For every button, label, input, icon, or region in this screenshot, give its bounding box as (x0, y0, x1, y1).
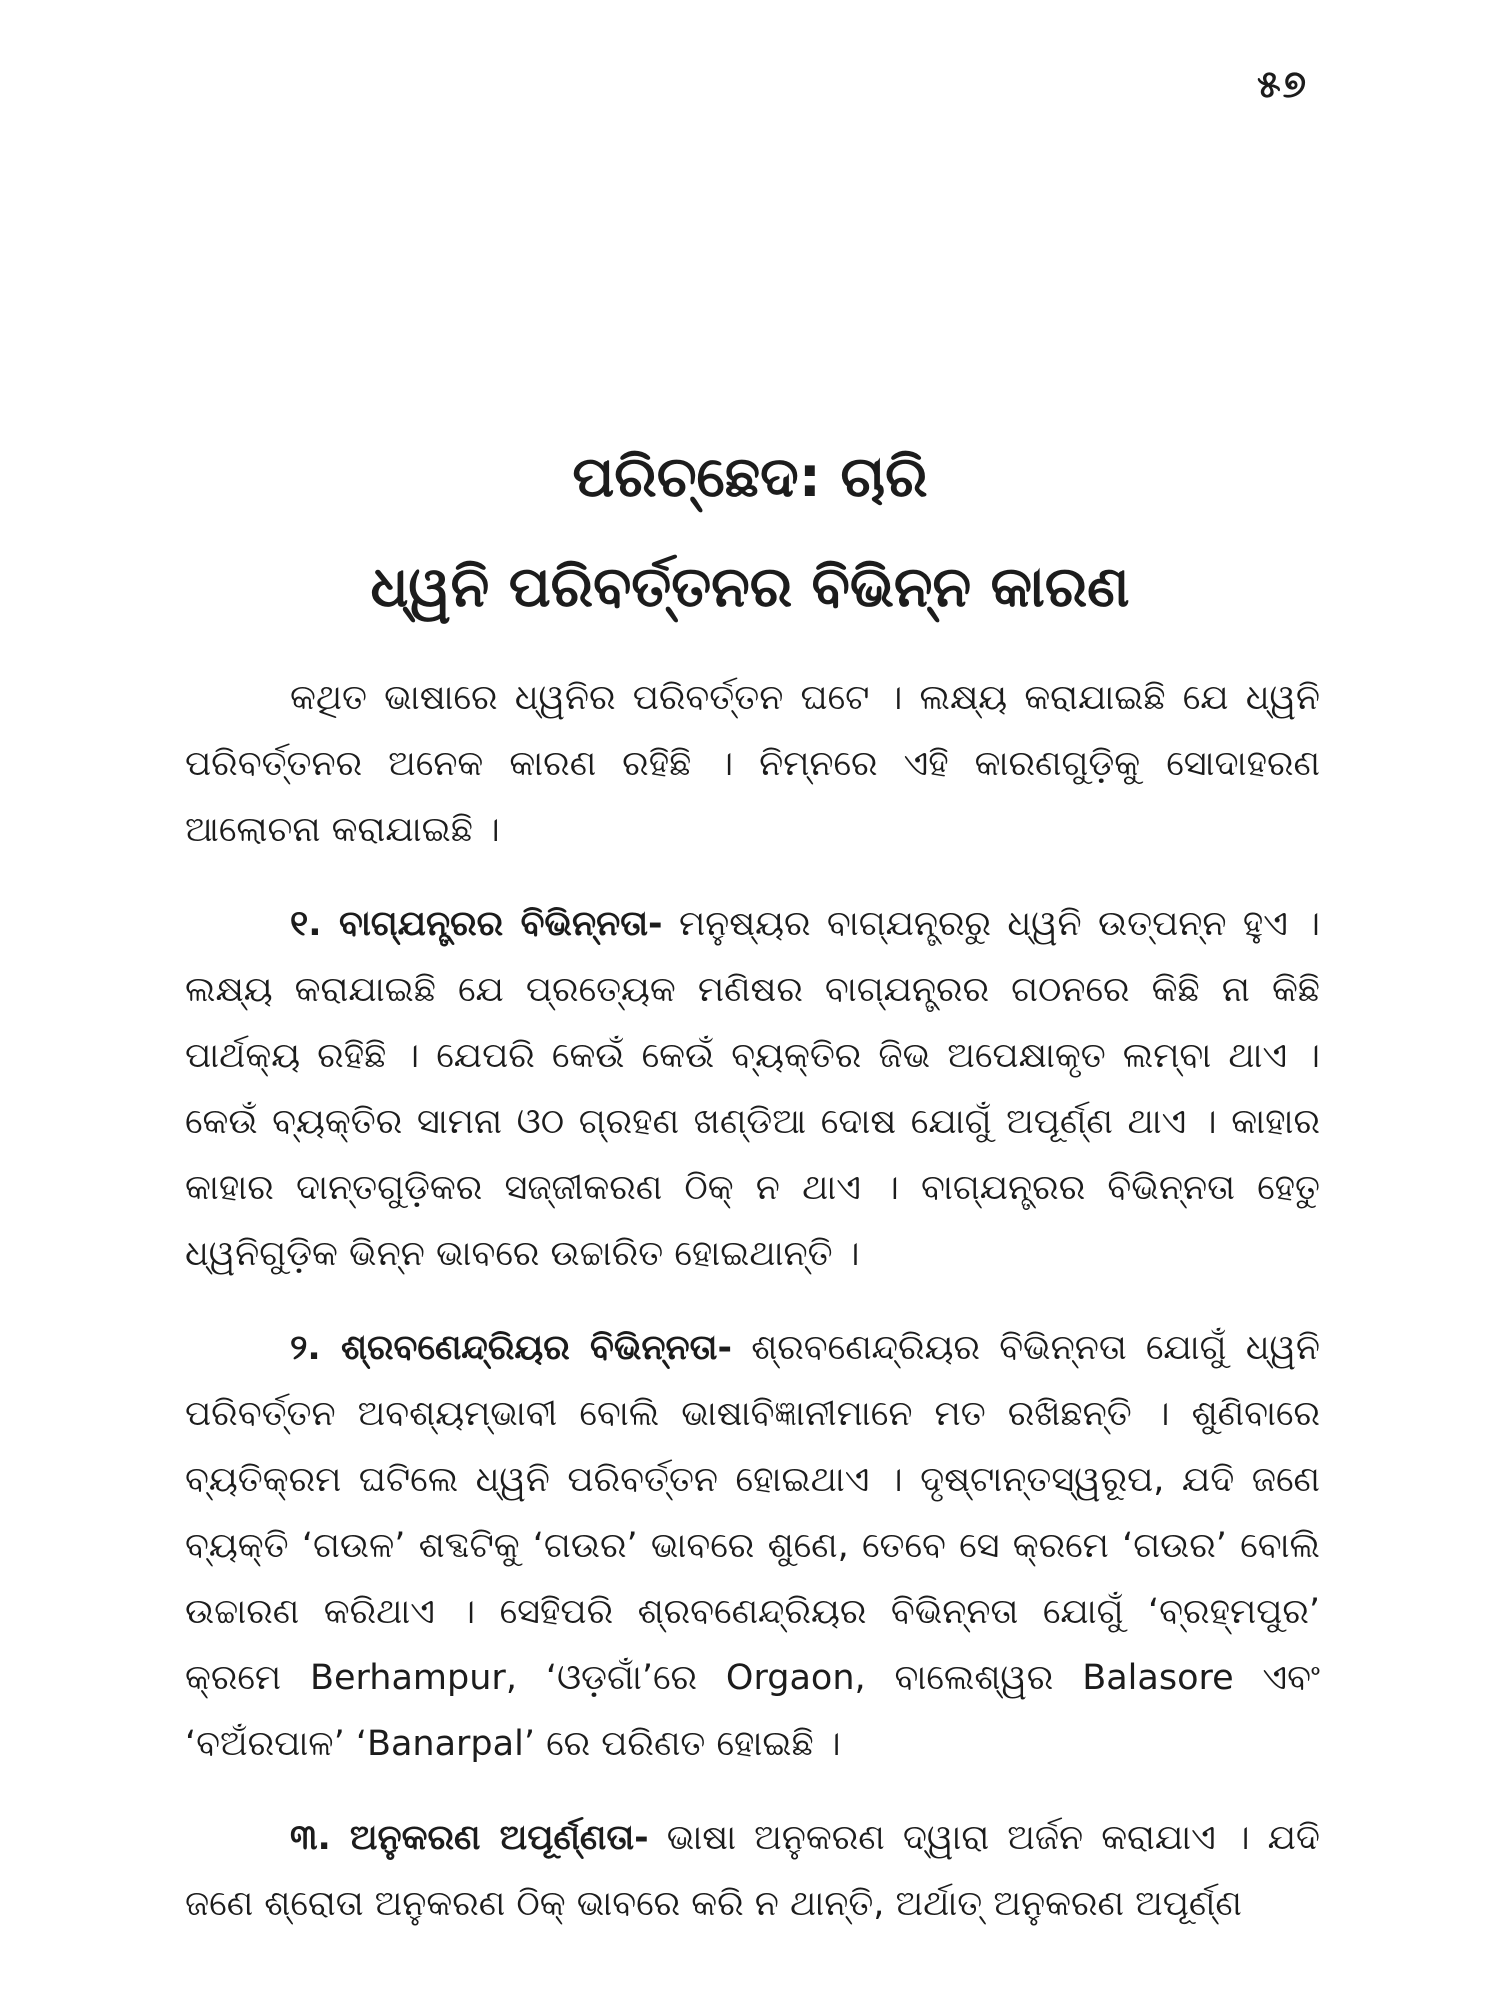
page-number: ୫୭ (1257, 62, 1308, 106)
paragraph-vocal-organ (185, 891, 1320, 1287)
paragraph-imitation (185, 1805, 1320, 1937)
body-text (185, 665, 1320, 1965)
paragraph-heading: ୩. ଅନୁକରଣ ଅପୂର୍ଣ୍ଣତା- (290, 1818, 649, 1858)
paragraph-text: ଭାଷା ଅନୁକରଣ ଦ୍ୱାରା ଅର୍ଜନ କରାଯାଏ । ଯଦି ଜଣେ ଶ୍ରୋତା ଅନୁକରଣ ଠିକ୍ ଭାବରେ କରି ନ ଥାନ୍ତି, ଅର୍ଥାତ୍ ଅନୁକରଣ ଅପୂର୍ଣ୍ଣ (185, 1818, 1320, 1924)
intro-paragraph (185, 665, 1320, 863)
paragraph-heading: ୧. ବାଗ୍‌ଯନ୍ତ୍ରର ବିଭିନ୍ନତା- (290, 904, 663, 944)
paragraph-text: କଥିତ ଭାଷାରେ ଧ୍ୱନିର ପରିବର୍ତ୍ତନ ଘଟେ । ଲକ୍ଷ୍ୟ କରାଯାଇଛି ଯେ ଧ୍ୱନି ପରିବର୍ତ୍ତନର ଅନେକ କାରଣ ରହିଛି । ନିମ୍ନରେ ଏହି କାରଣଗୁଡ଼ିକୁ ସୋଦାହରଣ ଆଲୋଚନା କରାଯାଇଛି । (185, 678, 1320, 850)
paragraph-heading: ୨. ଶ୍ରବଣେନ୍ଦ୍ରିୟର ବିଭିନ୍ନତା- (290, 1328, 733, 1368)
chapter-title: ଧ୍ୱନି ପରିବର୍ତ୍ତନର ବିଭିନ୍ନ କାରଣ (370, 555, 1130, 620)
paragraph-text: ମନୁଷ୍ୟର ବାଗ୍‌ଯନ୍ତ୍ରରୁ ଧ୍ୱନି ଉତ୍ପନ୍ନ ହୁଏ । ଲକ୍ଷ୍ୟ କରାଯାଇଛି ଯେ ପ୍ରତ୍ୟେକ ମଣିଷର ବାଗ୍‌ଯନ୍ତ୍ରର ଗଠନରେ କିଛି ନା କିଛି ପାର୍ଥକ୍ୟ ରହିଛି । ଯେପରି କେଉଁ କେଉଁ ବ୍ୟକ୍ତିର ଜିଭ ଅପେକ୍ଷାକୃତ ଲମ୍ବା ଥାଏ । କେଉଁ ବ୍ୟକ୍ତିର ସାମନା ଓଠ ଗ୍ରହଣ ଖଣ୍ଡିଆ ଦୋଷ ଯୋଗୁଁ ଅପୂର୍ଣ୍ଣ ଥାଏ । କାହାର କାହାର ଦାନ୍ତଗୁଡ଼ିକର ସଜ୍ଜୀକରଣ ଠିକ୍ ନ ଥାଏ । ବାଗ୍‌ଯନ୍ତ୍ରର ବିଭିନ୍ନତା ହେତୁ ଧ୍ୱନିଗୁଡ଼ିକ ଭିନ୍ନ ଭାବରେ ଉଚ୍ଚାରିତ ହୋଇଥାନ୍ତି । (185, 904, 1321, 1274)
paragraph-text: ଶ୍ରବଣେନ୍ଦ୍ରିୟର ବିଭିନ୍ନତା ଯୋଗୁଁ ଧ୍ୱନି ପରିବର୍ତ୍ତନ ଅବଶ୍ୟମ୍ଭାବୀ ବୋଲି ଭାଷାବିଜ୍ଞାନୀମାନେ ମତ ରଖିଛନ୍ତି । ଶୁଣିବାରେ ବ୍ୟତିକ୍ରମ ଘଟିଲେ ଧ୍ୱନି ପରିବର୍ତ୍ତନ ହୋଇଥାଏ । ଦୃଷ୍ଟାନ୍ତସ୍ୱରୂପ, ଯଦି ଜଣେ ବ୍ୟକ୍ତି ‘ଗଉଳ’ ଶବ୍ଦଟିକୁ ‘ଗଉର’ ଭାବରେ ଶୁଣେ, ତେବେ ସେ କ୍ରମେ ‘ଗଉର’ ବୋଲି ଉଚ୍ଚାରଣ କରିଥାଏ । ସେହିପରି ଶ୍ରବଣେନ୍ଦ୍ରିୟର ବିଭିନ୍ନତା ଯୋଗୁଁ ‘ବ୍ରହ୍ମପୁର’ କ୍ରମେ Berhampur, ‘ଓଡ଼ଗାଁ’ରେ Orgaon, ବାଲେଶ୍ୱର Balasore ଏବଂ ‘ବଅଁରପାଳ’ ‘Banarpal’ ରେ ପରିଣତ ହୋଇଛି । (185, 1328, 1320, 1764)
chapter-heading: ପରିଚ୍ଛେଦ: ଚାରି (572, 445, 928, 510)
paragraph-hearing (185, 1315, 1320, 1777)
